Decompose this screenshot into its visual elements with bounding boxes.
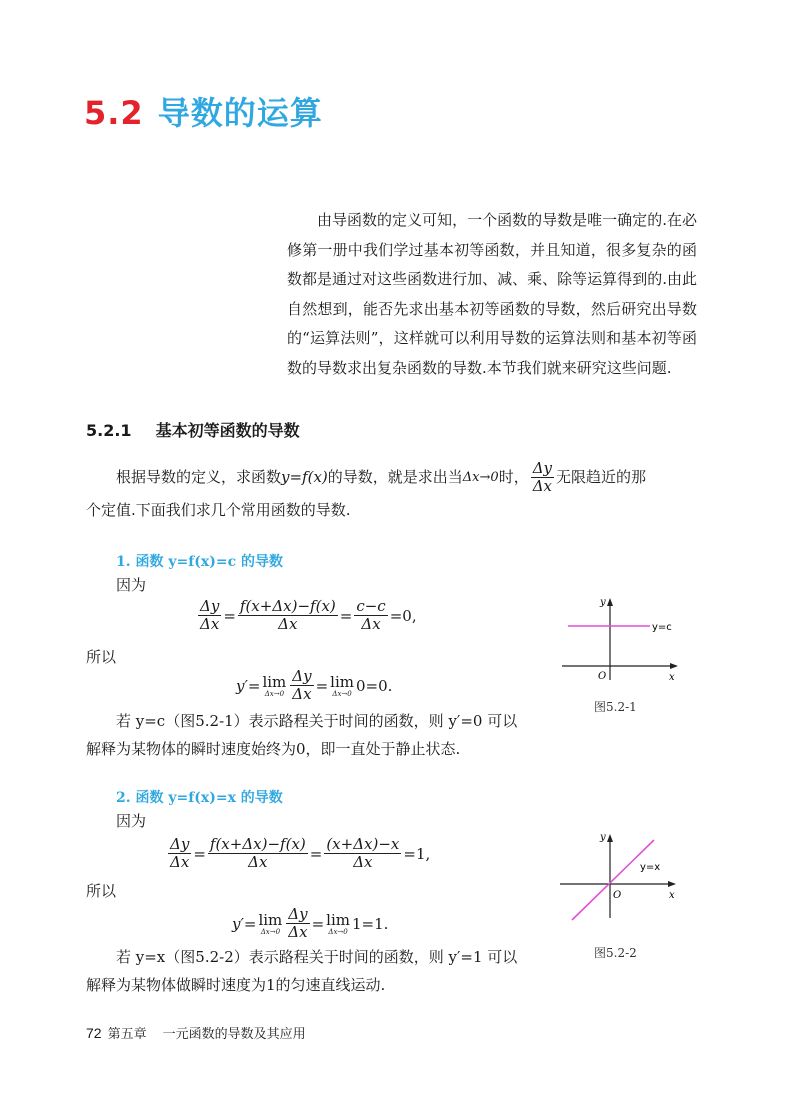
fig2-origin-label: O	[613, 890, 622, 901]
intro-paragraph	[287, 206, 697, 383]
item2-so: 所以	[86, 882, 117, 900]
subsection-title: 基本初等函数的导数	[155, 421, 300, 440]
lead-part4: 无限趋近的那	[556, 468, 647, 486]
fig1-line-label: y=c	[652, 622, 672, 633]
section-title	[84, 88, 323, 134]
subsection-number: 5.2.1	[86, 421, 132, 440]
fig2-line-label: y=x	[640, 862, 661, 873]
item1-equation2: y′= lim Δx→0 $\frac{\Delta y}{\Delta x}$ = lim Δx→0 0=0.	[236, 667, 393, 703]
item1-conclusion-line1: 若 y=c（图5.2-1）表示路程关于时间的函数，则 y′=0 可以	[116, 712, 518, 730]
lead-cond: Δx→0	[462, 470, 499, 485]
fig2-x-arrow	[668, 881, 676, 887]
fig1-y-arrow	[607, 598, 613, 606]
section-number: 5.2	[84, 94, 144, 132]
item1-so: 所以	[86, 648, 117, 666]
page-footer	[86, 1023, 306, 1042]
figure-5-2-2-caption: 图5.2-2	[594, 946, 637, 960]
fig2-y-label: y	[600, 832, 606, 843]
section-title-text: 导数的运算	[157, 94, 323, 132]
item2-because: 因为	[116, 812, 147, 830]
page-number: 72	[86, 1025, 102, 1041]
item2-equation1: $\frac{\Delta y}{\Delta x}$ = $\frac{f(x+\Delta x)-f(x)}{\Delta x}$ = $\frac{(x+\Delta x)-x}{\Delta x}$ =1,	[170, 835, 431, 871]
lead-part3: 时，	[498, 468, 529, 486]
figure-5-2-1	[556, 588, 686, 688]
lead-paragraph	[86, 460, 706, 526]
lead-part2: 的导数，就是求出当	[327, 468, 463, 486]
figure-5-2-1-caption: 图5.2-1	[594, 700, 637, 714]
item1-conclusion-line2: 解释为某物体的瞬时速度始终为0，即一直处于静止状态.	[86, 740, 461, 758]
intro-text: 由导函数的定义可知，一个函数的导数是唯一确定的.在必修第一册中我们学过基本初等函数，并且知道，很多复杂的函数都是通过对这些函数进行加、减、乘、除等运算得到的.由此自然想到，能否先求出基本初等函数的导数，然后研究出导数的“运算法则”，这样就可以利用导数的运算法则和基本初等函数的导数求出复杂函数的导数.本节我们就来研究这些问题.	[287, 211, 697, 377]
item2-conclusion-line1: 若 y=x（图5.2-2）表示路程关于时间的函数，则 y′=1 可以	[116, 948, 518, 966]
fig1-x-label: x	[669, 672, 675, 683]
lead-func: y=f(x)	[281, 468, 328, 486]
footer-title: 一元函数的导数及其应用	[162, 1027, 306, 1042]
item2-equation2: y′= lim Δx→0 $\frac{\Delta y}{\Delta x}$ = lim Δx→0 1=1.	[232, 905, 389, 941]
fig1-x-arrow	[670, 663, 678, 669]
item2-conclusion-line2: 解释为某物体做瞬时速度为1的匀速直线运动.	[86, 976, 386, 994]
fig1-y-label: y	[600, 597, 606, 608]
subsection-heading	[86, 418, 300, 441]
lead-part1: 根据导数的定义，求函数	[116, 468, 282, 486]
lead-fraction: $\frac{\Delta y}{\Delta x}$	[532, 459, 553, 495]
fig2-identity-line	[572, 840, 654, 920]
item1-because: 因为	[116, 576, 147, 594]
item2-heading: 2. 函数 y=f(x)=x 的导数	[116, 790, 283, 806]
figure-5-2-2	[556, 826, 686, 926]
fig2-x-label: x	[669, 890, 675, 901]
item1-equation1: $\frac{\Delta y}{\Delta x}$ = $\frac{f(x+\Delta x)-f(x)}{\Delta x}$ = $\frac{c-c}{\Delta x}$ =0,	[200, 597, 417, 633]
fig2-y-arrow	[607, 834, 613, 842]
lead-line2: 个定值.下面我们求几个常用函数的导数.	[86, 501, 351, 519]
item1-heading: 1. 函数 y=f(x)=c 的导数	[116, 554, 283, 570]
fig1-origin-label: O	[598, 671, 607, 682]
footer-chapter: 第五章	[107, 1027, 147, 1042]
